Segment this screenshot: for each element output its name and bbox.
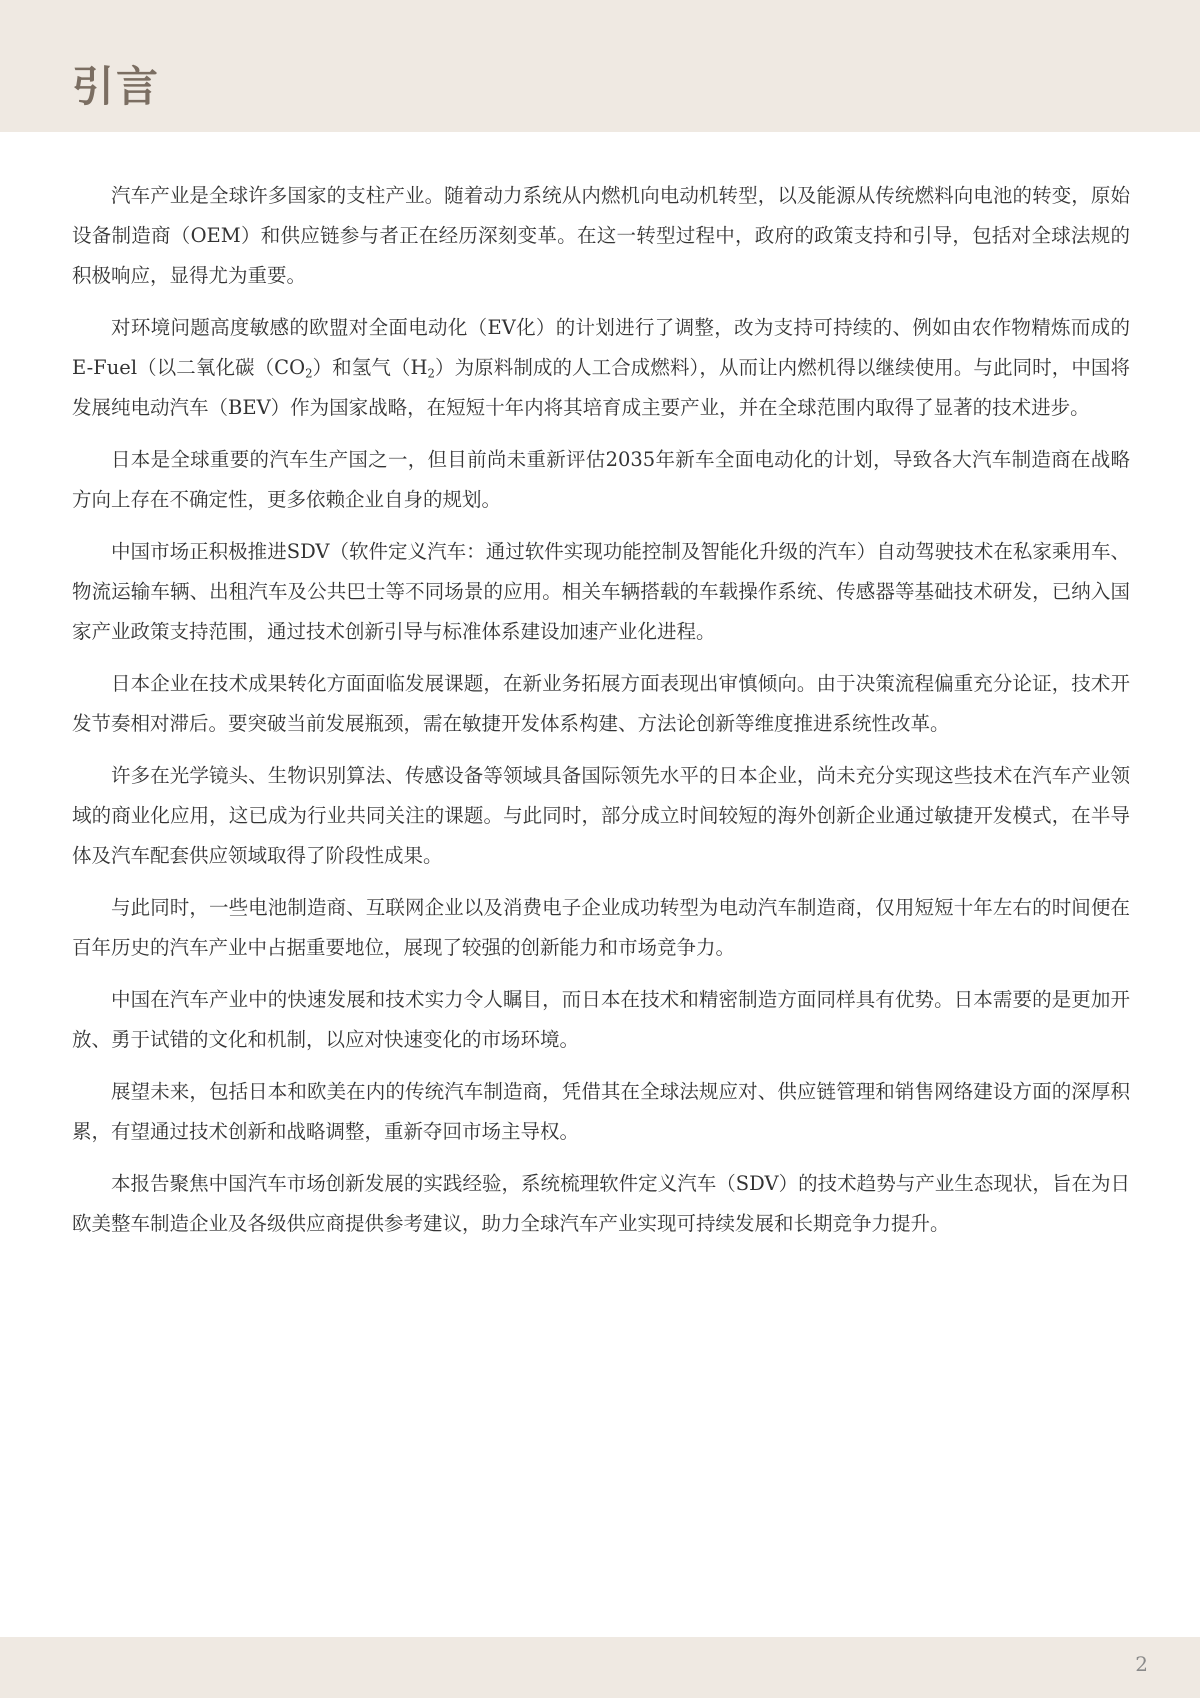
paragraph-japan-tech-leaders: 许多在光学镜头、生物识别算法、传感设备等领域具备国际领先水平的日本企业，尚未充分实现这些技术在汽车产业领域的商业化应用，这已成为行业共同关注的课题。与此同时，部分成立时间较短的海外创新企业通过敏捷开发模式，在半导体及汽车配套供应领域取得了阶段性成果。 <box>72 764 1130 867</box>
paragraph-segment: ）为原料制成的人工合成燃料），从而让内燃机得以继续使用。与此同时，中国将发展纯电动汽车（BEV）作为国家战略，在短短十年内将其培育成主要产业，并在全球范围内取得了显著的技术进步。 <box>72 356 1130 419</box>
paragraph-china-japan-comparison: 中国在汽车产业中的快速发展和技术实力令人瞩目，而日本在技术和精密制造方面同样具有优势。日本需要的是更加开放、勇于试错的文化和机制，以应对快速变化的市场环境。 <box>72 988 1130 1051</box>
page-title: 引言 <box>72 62 161 111</box>
subscript-h2: 2 <box>427 366 435 381</box>
paragraph-new-ev-makers: 与此同时，一些电池制造商、互联网企业以及消费电子企业成功转型为电动汽车制造商，仅用短短十年左右的时间便在百年历史的汽车产业中占据重要地位，展现了较强的创新能力和市场竞争力。 <box>72 896 1130 959</box>
paragraph-japan-2035: 日本是全球重要的汽车生产国之一，但目前尚未重新评估2035年新车全面电动化的计划，导致各大汽车制造商在战略方向上存在不确定性，更多依赖企业自身的规划。 <box>72 448 1130 511</box>
header-band <box>0 0 1200 132</box>
paragraph-eu-efuel-china-bev <box>72 308 1130 428</box>
paragraph-oem-transformation: 汽车产业是全球许多国家的支柱产业。随着动力系统从内燃机向电动机转型，以及能源从传统燃料向电池的转变，原始设备制造商（OEM）和供应链参与者正在经历深刻变革。在这一转型过程中，政府的政策支持和引导，包括对全球法规的积极响应，显得尤为重要。 <box>72 184 1130 287</box>
paragraph-segment: 对环境问题高度敏感的欧盟对全面电动化（EV化）的计划进行了调整，改为支持可持续的、例如由农作物精炼而成的E-Fuel（以二氧化碳（CO <box>72 316 1130 379</box>
page-number: 2 <box>1135 1652 1148 1676</box>
subscript-co2: 2 <box>305 366 313 381</box>
paragraph-segment: ）和氢气（H <box>312 356 428 379</box>
paragraph-outlook: 展望未来，包括日本和欧美在内的传统汽车制造商，凭借其在全球法规应对、供应链管理和销售网络建设方面的深厚积累，有望通过技术创新和战略调整，重新夺回市场主导权。 <box>72 1080 1130 1143</box>
paragraph-china-sdv: 中国市场正积极推进SDV（软件定义汽车：通过软件实现功能控制及智能化升级的汽车）自动驾驶技术在私家乘用车、物流运输车辆、出租汽车及公共巴士等不同场景的应用。相关车辆搭载的车载操作系统、传感器等基础技术研发，已纳入国家产业政策支持范围，通过技术创新引导与标准体系建设加速产业化进程。 <box>72 540 1130 643</box>
footer-band <box>0 1637 1200 1698</box>
paragraph-japan-enterprises: 日本企业在技术成果转化方面面临发展课题，在新业务拓展方面表现出审慎倾向。由于决策流程偏重充分论证，技术开发节奏相对滞后。要突破当前发展瓶颈，需在敏捷开发体系构建、方法论创新等维度推进系统性改革。 <box>72 672 1130 735</box>
paragraph-report-focus: 本报告聚焦中国汽车市场创新发展的实践经验，系统梳理软件定义汽车（SDV）的技术趋势与产业生态现状，旨在为日欧美整车制造企业及各级供应商提供参考建议，助力全球汽车产业实现可持续发展和长期竞争力提升。 <box>72 1172 1130 1235</box>
body-text <box>72 176 1130 1256</box>
